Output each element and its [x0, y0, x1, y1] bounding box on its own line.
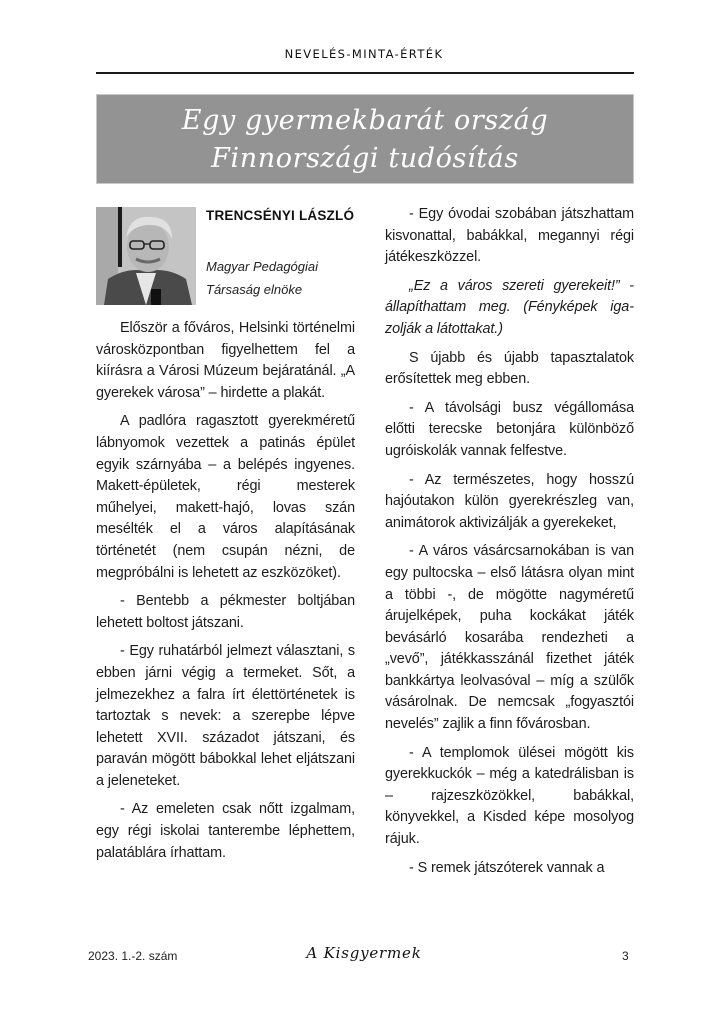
paragraph: - Egy óvodai szobában játszhattam kisvonattal, babákkal, megannyi régi játékeszközzel.: [385, 206, 634, 266]
paragraph: Először a főváros, Helsinki történelmi városközpontban figyelhettem fel a kiírásra a Városi Múzeum bejáratánál. „A gyerekek városa” – hirdette a plakát.: [96, 320, 355, 401]
footer-issue: 2023. 1.-2. szám: [88, 949, 178, 963]
running-head-section: NEVELÉS-MINTA-ÉRTÉK: [284, 47, 444, 61]
paragraph: - Bentebb a pékmester boltjában lehetett boltost játszani.: [96, 593, 355, 631]
left-column: [96, 318, 355, 871]
author-portrait-icon: [96, 207, 196, 305]
article-title-banner: [96, 94, 634, 184]
header-rule: [96, 72, 634, 74]
paragraph: - Az természetes, hogy hosszú hajóutakon külön gyerekrészleg van, animátorok aktivizálják a gyerekeket,: [385, 471, 634, 531]
author-role-line: Társaság elnöke: [206, 282, 303, 297]
paragraph: - A város vásárcsarnokában is van egy pultocska – első látásra olyan mint a többi -, de mögötte nagyméretű árujelképek, puha kockákat játék bevásárló kosarába rendezheti a „vevő”, játékkasszánál fizethet játék bankkártya leolvasóval – míg a szülők vásárolnak. De nemcsak „fogyasztói nevelés” zajlik a finn fővárosban.: [385, 543, 634, 733]
author-name: TRENCSÉNYI LÁSZLÓ: [206, 208, 355, 223]
author-role: [206, 255, 318, 301]
paragraph: - S remek játszóterek vannak a: [409, 859, 605, 876]
article-title: Egy gyermekbarát ország: [181, 105, 549, 136]
paragraph: - A távolsági busz végállomása előtti terecske betonjára különböző ugróiskolák vannak felfestve.: [385, 399, 634, 459]
article-subtitle: Finnországi tudósítás: [211, 143, 519, 174]
quote-paragraph: „Ez a város szereti gyerekeit!” - állapíthattam meg. (Fényképek igazolják a látottakat.): [385, 277, 634, 337]
paragraph: - Egy ruhatárból jelmezt választani, s ebben járni végig a termeket. Sőt, a jelmezekhez a falra írt élettörténetek is tartoztak s nevek: a szerepbe lépve lehetett XVII. századot játszani, és paraván mögött bábokkal lehet eljátszani a jeleneteket.: [96, 643, 355, 789]
footer-magazine-name: A Kisgyermek: [306, 944, 422, 962]
paragraph: - Az emeleten csak nőtt izgalmam, egy régi iskolai tanterembe léphettem, palatáblára írhattam.: [96, 801, 355, 861]
author-block: [96, 207, 355, 307]
author-photo: [96, 207, 196, 305]
page-number: 3: [622, 949, 629, 963]
paragraph: - A templomok ülései mögött kis gyerekkuckók – még a katedrálisban is – rajzeszközökkel, babákkal, könyvekkel, a Kisded képe mosolyog rájuk.: [385, 744, 634, 848]
author-role-line: Magyar Pedagógiai: [206, 259, 319, 274]
right-column: [385, 204, 634, 886]
paragraph: S újabb és újabb tapasztalatok erősítettek meg ebben.: [385, 349, 634, 388]
paragraph: A padlóra ragasztott gyerekméretű lábnyomok vezettek a patinás épület egyik szárnyába – a belépés ingyenes. Makett-épületek, régi mesterek műhelyei, makett-hajó, lovas szán mesélték el a város alapításának történetét (nem csupán nézni, de megpróbálni is lehetett az eszközöket).: [96, 413, 355, 581]
